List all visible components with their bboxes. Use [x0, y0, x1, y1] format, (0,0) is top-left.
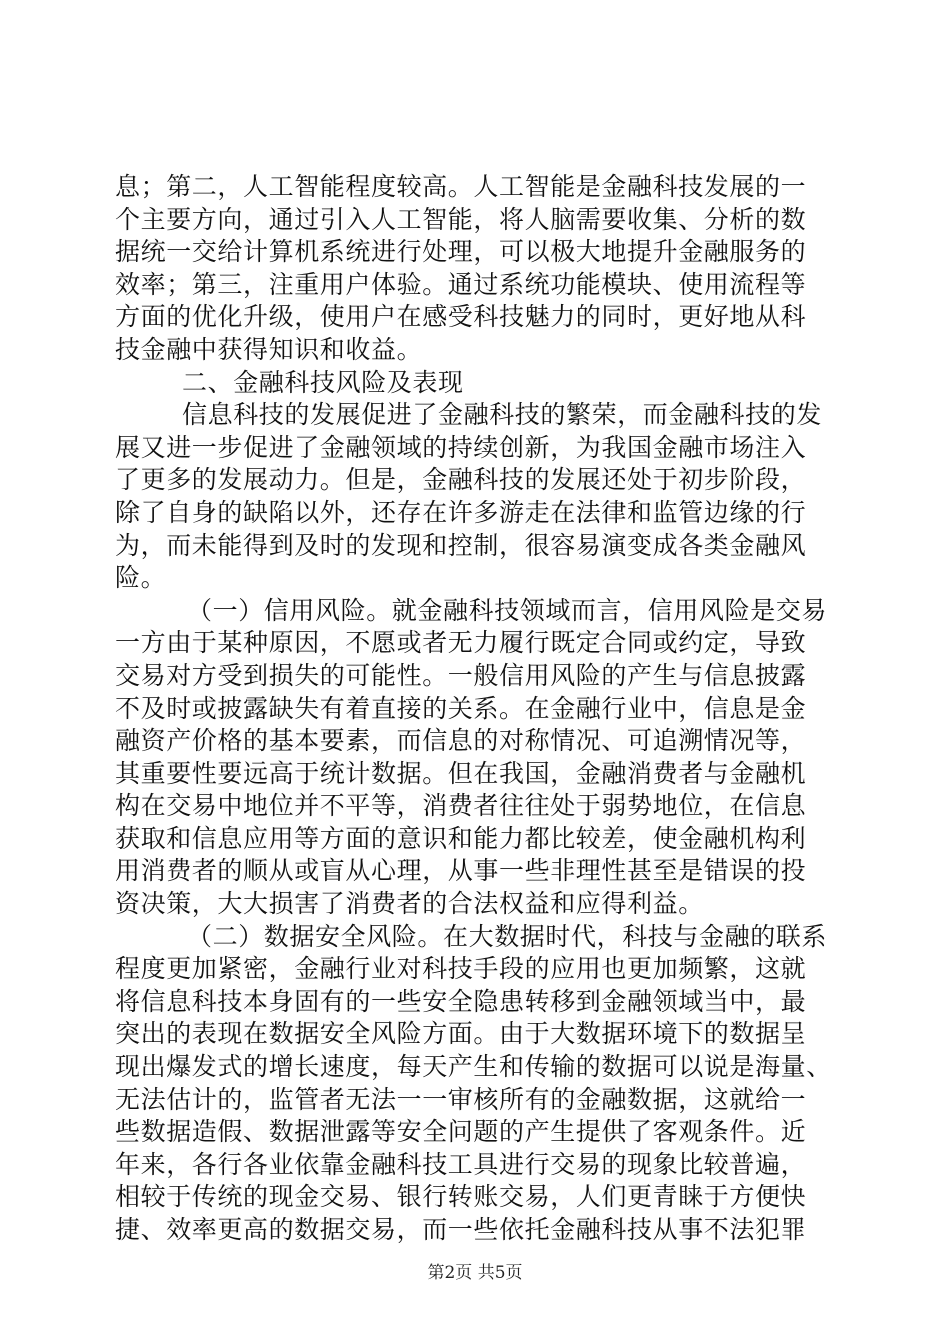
text-line: 息；第二，人工智能程度较高。人工智能是金融科技发展的一: [115, 172, 807, 201]
section-heading: 二、金融科技风险及表现: [182, 367, 464, 397]
text-line: 个主要方向，通过引入人工智能，将人脑需要收集、分析的数: [115, 204, 807, 234]
text-line: 信息科技的发展促进了金融科技的繁荣，而金融科技的发: [182, 400, 823, 430]
text-line: 不及时或披露缺失有着直接的关系。在金融行业中，信息是金: [115, 693, 807, 723]
text-line: 除了自身的缺陷以外，还存在许多游走在法律和监管边缘的行: [115, 497, 807, 527]
text-line: 构在交易中地位并不平等，消费者往往处于弱势地位，在信息: [115, 791, 807, 821]
text-line: 融资产价格的基本要素，而信息的对称情况、可追溯情况等，: [115, 726, 807, 756]
subsection-paragraph-start: （二）数据安全风险。在大数据时代，科技与金融的联系: [187, 921, 828, 951]
text-line: 为，而未能得到及时的发现和控制，很容易演变成各类金融风: [115, 530, 807, 560]
text-line: 方面的优化升级，使用户在感受科技魅力的同时，更好地从科: [115, 302, 807, 332]
text-line: 效率；第三，注重用户体验。通过系统功能模块、使用流程等: [115, 269, 807, 299]
text-line: 展又进一步促进了金融领域的持续创新，为我国金融市场注入: [115, 432, 807, 462]
text-line: 用消费者的顺从或盲从心理，从事一些非理性甚至是错误的投: [115, 856, 807, 886]
text-line: 获取和信息应用等方面的意识和能力都比较差，使金融机构利: [115, 823, 807, 853]
text-line: 相较于传统的现金交易、银行转账交易，人们更青睐于方便快: [115, 1182, 807, 1212]
text-line: 程度更加紧密，金融行业对科技手段的应用也更加频繁，这就: [115, 954, 807, 984]
text-line: 一方由于某种原因，不愿或者无力履行既定合同或约定，导致: [115, 628, 807, 658]
document-body: [115, 171, 840, 1247]
text-line: 捷、效率更高的数据交易，而一些依托金融科技从事不法犯罪: [115, 1215, 807, 1244]
text-line: 了更多的发展动力。但是，金融科技的发展还处于初步阶段，: [115, 465, 807, 495]
text-line: 据统一交给计算机系统进行处理，可以极大地提升金融服务的: [115, 237, 807, 267]
text-line: 现出爆发式的增长速度，每天产生和传输的数据可以说是海量、: [115, 1052, 832, 1082]
text-line: 年来，各行各业依靠金融科技工具进行交易的现象比较普遍，: [115, 1149, 807, 1179]
text-line: 险。: [115, 563, 167, 593]
text-line: 其重要性要远高于统计数据。但在我国，金融消费者与金融机: [115, 758, 807, 788]
text-line: 突出的表现在数据安全风险方面。由于大数据环境下的数据呈: [115, 1019, 807, 1049]
text-line: 资决策，大大损害了消费者的合法权益和应得利益。: [115, 889, 704, 919]
text-line: 技金融中获得知识和收益。: [115, 334, 423, 364]
text-line: 些数据造假、数据泄露等安全问题的产生提供了客观条件。近: [115, 1117, 807, 1147]
text-line: 无法估计的，监管者无法一一审核所有的金融数据，这就给一: [115, 1084, 807, 1114]
text-line: 交易对方受到损失的可能性。一般信用风险的产生与信息披露: [115, 660, 807, 690]
subsection-paragraph-start: （一）信用风险。就金融科技领域而言，信用风险是交易: [187, 595, 828, 625]
text-line: 将信息科技本身固有的一些安全隐患转移到金融领域当中，最: [115, 986, 807, 1016]
page-number-footer: 第2页 共5页: [427, 1263, 523, 1283]
